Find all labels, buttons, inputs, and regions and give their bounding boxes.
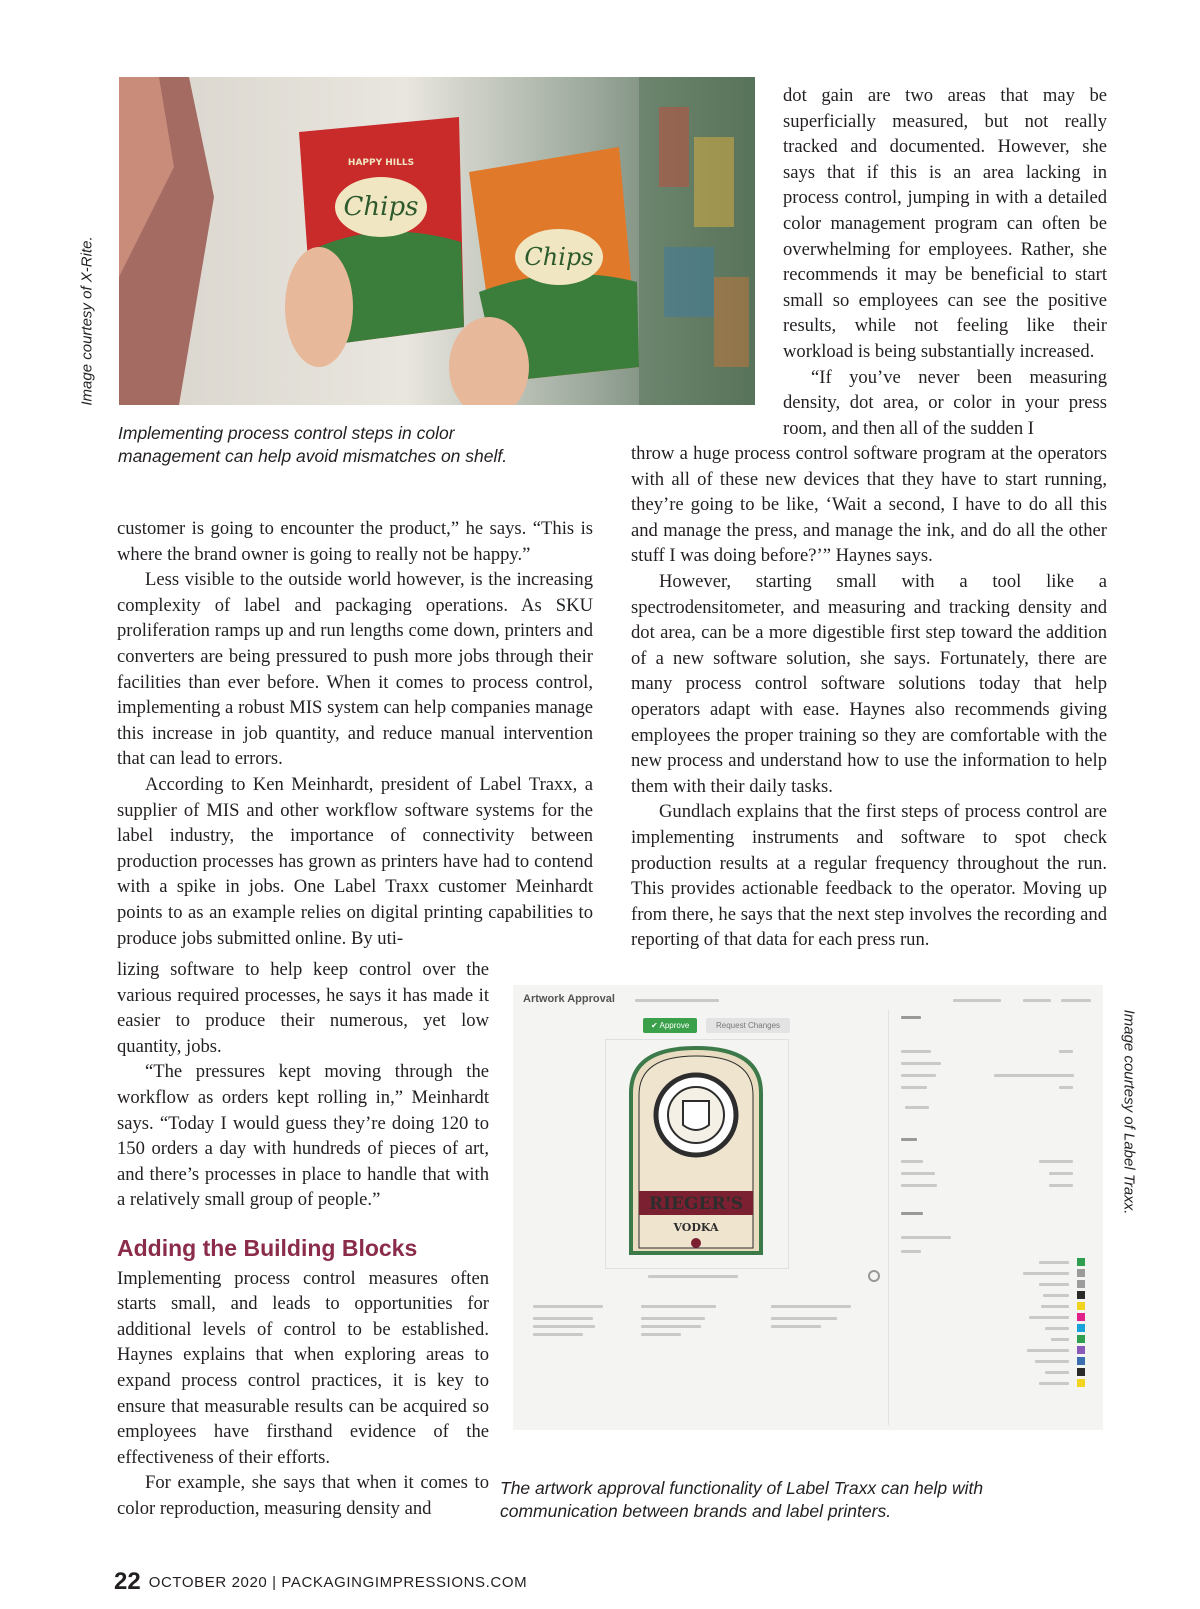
paragraph: lizing software to help keep control over the various required processes, he says it has made it easier to produce their numerous, yet low quantity, jobs. <box>117 959 489 1057</box>
swatch <box>1077 1324 1085 1332</box>
paragraph: However, starting small with a tool like a spectrodensitometer, and measuring and tracking density and dot area, can be a more digestible first step toward the addition of a new software solution, she says. Fortunately, there are many process control software solutions today that help operators adapt with ease. Haynes also recommends giving employees the proper training so they are comfortable with the new process and understand how to use the information to help them with their daily tasks. <box>631 570 1107 797</box>
paragraph: Less visible to the outside world however, is the increasing complexity of label and packaging operations. As SKU proliferation ramps up and run lengths come down, printers and converters are being pressured to push more jobs through their facilities than ever before. When it comes to process control, implementing a robust MIS system can help companies manage this increase in job quantity, and reduce manual intervention that can lead to errors. <box>117 569 593 770</box>
paragraph: “The pressures kept moving through the workflow as orders kept rolling in,” Meinhardt says. “Today I would guess they’re doing 120 to 150 orders a day with hundreds of pieces of art, and there’s processes in place to handle that with a relatively small group of people.” <box>117 1061 489 1211</box>
paragraph: “If you’ve never been measuring density, dot area, or color in your press room, and then all of the sudden I <box>783 366 1107 439</box>
swatch <box>1077 1313 1085 1321</box>
left-column-narrow <box>117 957 489 1521</box>
zoom-icon[interactable] <box>868 1270 880 1282</box>
artwork-approval-screenshot <box>513 985 1103 1430</box>
paragraph: Gundlach explains that the first steps of process control are implementing instruments and software to spot check production results at a regular frequency throughout the run. This provides actionable feedback to the operator. Moving up from there, he says that the next step involves the recording and reporting of that data for each press run. <box>631 801 1107 951</box>
screenshot-credit: Image courtesy of Label Traxx. <box>1120 1009 1138 1215</box>
photo-caption: Implementing process control steps in color management can help avoid mismatches on shelf. <box>118 423 508 466</box>
bag-brand-text: HAPPY HILLS <box>347 158 415 168</box>
approve-button[interactable]: ✔ Approve <box>643 1018 697 1033</box>
bag-product-text-2: Chips <box>524 243 594 271</box>
swatch <box>1077 1291 1085 1299</box>
label-product-text: VODKA <box>673 1221 719 1234</box>
bag-product-text: Chips <box>343 192 419 222</box>
paragraph: Implementing process control measures often starts small, and leads to opportunities for additional levels of control to be established. Haynes explains that when exploring areas to expand process control practices, it is key to ensure that measurable results can be acquired so employees have firsthand evidence of the effectiveness of their efforts. <box>117 1267 489 1468</box>
page-footer <box>114 1568 527 1596</box>
swatch <box>1077 1302 1085 1310</box>
paragraph: customer is going to encounter the product,” he says. “This is where the brand owner is going to really not be happy.” <box>117 518 593 565</box>
swatch <box>1077 1269 1085 1277</box>
properties-panel <box>888 1010 1099 1425</box>
footer-text: OCTOBER 2020 | PACKAGINGIMPRESSIONS.COM <box>148 1574 528 1591</box>
swatch <box>1077 1368 1085 1376</box>
right-column-main <box>631 441 1107 953</box>
swatch <box>1077 1357 1085 1365</box>
section-heading: Adding the Building Blocks <box>117 1234 418 1261</box>
screenshot-caption: The artwork approval functionality of Label Traxx can help with communication between brands and label printers. <box>500 1478 984 1521</box>
right-column-top <box>783 83 1107 441</box>
left-column-main <box>117 516 593 951</box>
swatch <box>1077 1258 1085 1266</box>
swatch <box>1077 1335 1085 1343</box>
chips-photo-illustration <box>119 77 755 405</box>
swatch <box>1077 1346 1085 1354</box>
page-number: 22 <box>114 1568 141 1595</box>
label-shadow <box>605 1039 789 1269</box>
photo-credit: Image courtesy of X-Rite. <box>78 236 96 406</box>
label-brand-text: RIEGER'S <box>648 1194 744 1214</box>
paragraph: According to Ken Meinhardt, president of Label Traxx, a supplier of MIS and other workflow software systems for the label industry, the importance of connectivity between production processes has grown as printers have had to contend with a spike in jobs. One Label Traxx customer Meinhardt points to as an example relies on digital printing capabilities to produce jobs submitted online. By uti- <box>117 773 593 949</box>
paragraph: throw a huge process control software program at the operators with all of these new devices that they have to start running, they’re going to be like, ‘Wait a second, I have to do all this and manage the press, and manage the ink, and do all the other stuff I was doing before?’” Haynes says. <box>631 443 1107 567</box>
paragraph: dot gain are two areas that may be superficially measured, but not really tracked and documented. However, she says that if this is an area lacking in process control, jumping in with a detailed color management program can often be overwhelming for employees. Rather, she recommends it may be beneficial to start small so employees can see the positive results, while not feeling like their workload is being substantially increased. <box>783 85 1107 362</box>
chips-photo <box>119 77 755 405</box>
paragraph: For example, she says that when it comes to color reproduction, measuring density and <box>117 1472 489 1519</box>
swatch <box>1077 1379 1085 1387</box>
request-changes-button[interactable]: Request Changes <box>706 1018 790 1033</box>
screenshot-title: Artwork Approval <box>523 993 615 1005</box>
swatch <box>1077 1280 1085 1288</box>
